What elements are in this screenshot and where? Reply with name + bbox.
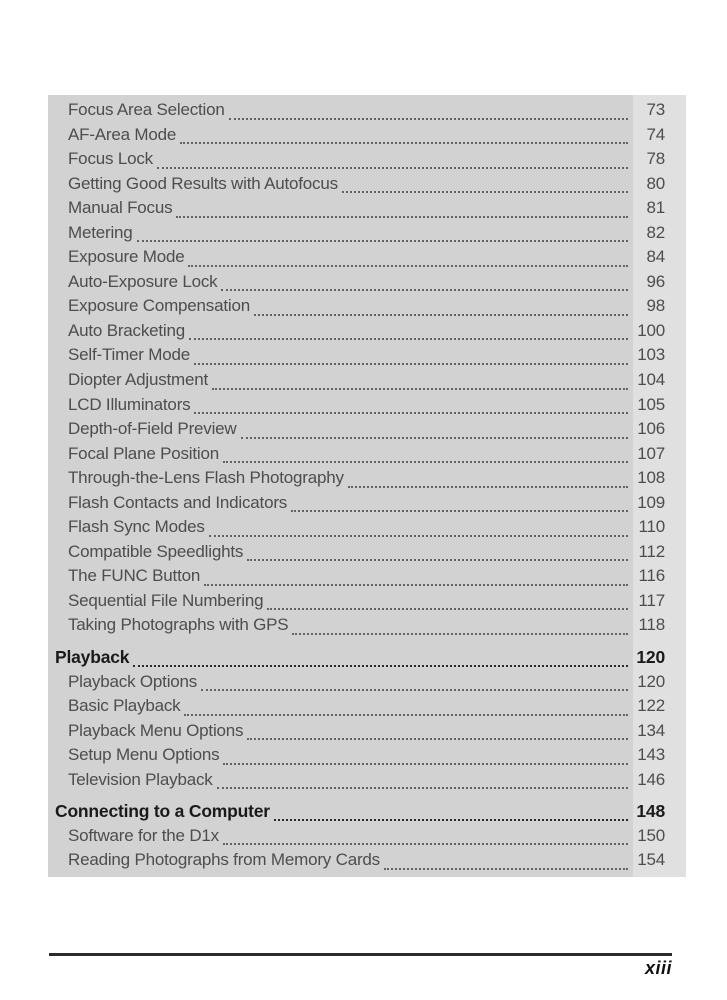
dot-leader	[223, 763, 628, 765]
toc-entry-page: 73	[646, 100, 665, 119]
toc-row	[48, 345, 686, 370]
dot-leader	[189, 338, 628, 340]
dot-leader	[229, 118, 628, 120]
toc-row	[48, 174, 686, 199]
toc-entry-page: 81	[646, 198, 665, 218]
toc-entry-page: 117	[638, 590, 665, 610]
dot-leader	[247, 738, 628, 740]
dot-leader	[223, 461, 628, 463]
toc-row	[48, 198, 686, 223]
toc-entry-label: Depth-of-Field Preview	[68, 419, 237, 439]
toc-entry-page: 109	[637, 492, 665, 512]
toc-entry-page: 110	[638, 517, 665, 537]
dot-leader	[267, 608, 628, 610]
toc-entry-label: AF-Area Mode	[68, 124, 177, 144]
toc-row	[48, 826, 686, 851]
toc-entry-page: 154	[637, 850, 665, 870]
toc-entry-label: Playback Menu Options	[68, 720, 244, 740]
toc-entry-page: 100	[637, 320, 665, 340]
toc-row	[48, 125, 686, 150]
toc-entry-page: 116	[638, 566, 665, 586]
toc-entry-page: 84	[646, 247, 665, 267]
toc-entry-label: LCD Illuminators	[68, 394, 191, 414]
toc-entry-label: Metering	[68, 222, 133, 242]
dot-leader	[184, 714, 628, 716]
toc-entry-label: The FUNC Button	[68, 566, 201, 586]
toc-entry-page: 108	[637, 468, 665, 488]
toc-entry-label: Auto-Exposure Lock	[68, 271, 218, 291]
toc-entry-label: Focus Area Selection	[68, 100, 225, 119]
toc-entry-page: 134	[637, 720, 665, 740]
toc-entry-label: Focus Lock	[68, 149, 153, 169]
toc-row	[48, 566, 686, 591]
dot-leader	[221, 289, 628, 291]
toc-row	[48, 370, 686, 395]
dot-leader	[384, 868, 628, 870]
toc-entry-label: Diopter Adjustment	[68, 370, 209, 390]
toc-entry-page: 143	[637, 745, 665, 765]
toc-list	[48, 100, 686, 875]
toc-row	[48, 321, 686, 346]
toc-row	[48, 149, 686, 174]
toc-row	[48, 517, 686, 542]
toc-entry-label: Software for the D1x	[68, 825, 219, 845]
dot-leader	[217, 787, 628, 789]
toc-entry-label: Focal Plane Position	[68, 443, 219, 463]
dot-leader	[133, 665, 628, 667]
dot-leader	[291, 510, 628, 512]
dot-leader	[274, 819, 628, 821]
toc-row	[48, 468, 686, 493]
toc-row	[48, 100, 686, 125]
toc-panel	[48, 95, 686, 877]
toc-entry-label: Flash Contacts and Indicators	[68, 492, 288, 512]
toc-entry-page: 120	[637, 671, 665, 691]
toc-row	[48, 542, 686, 567]
dot-leader	[180, 142, 628, 144]
toc-entry-label: Exposure Compensation	[68, 296, 250, 316]
toc-entry-page: 146	[637, 769, 665, 789]
dot-leader	[223, 843, 628, 845]
dot-leader	[157, 167, 628, 169]
dot-leader	[348, 486, 628, 488]
toc-row	[48, 223, 686, 248]
toc-row	[48, 721, 686, 746]
toc-entry-label: Sequential File Numbering	[68, 590, 264, 610]
dot-leader	[176, 216, 628, 218]
dot-leader	[212, 388, 628, 390]
toc-entry-page: 74	[646, 124, 665, 144]
folio-page-number: xiii	[644, 958, 672, 978]
toc-entry-page: 120	[636, 647, 665, 668]
footer-rule	[49, 953, 672, 956]
toc-entry-label: Compatible Speedlights	[68, 541, 244, 561]
toc-entry-page: 82	[646, 222, 665, 242]
toc-entry-label: Playback	[55, 647, 130, 668]
toc-entry-label: Setup Menu Options	[68, 745, 220, 765]
toc-entry-page: 105	[637, 394, 665, 414]
toc-row	[48, 247, 686, 272]
toc-entry-label: Reading Photographs from Memory Cards	[68, 850, 380, 870]
dot-leader	[137, 240, 628, 242]
toc-row	[48, 444, 686, 469]
toc-entry-label: Television Playback	[68, 769, 213, 789]
toc-row	[48, 591, 686, 616]
toc-entry-label: Through-the-Lens Flash Photography	[68, 468, 344, 488]
toc-row	[48, 770, 686, 795]
toc-row	[48, 419, 686, 444]
toc-entry-page: 96	[646, 271, 665, 291]
toc-entry-page: 122	[637, 696, 665, 716]
toc-row	[48, 493, 686, 518]
toc-row	[48, 395, 686, 420]
toc-entry-page: 148	[636, 801, 665, 822]
dot-leader	[241, 437, 629, 439]
toc-row	[48, 850, 686, 875]
toc-entry-page: 104	[637, 370, 665, 390]
toc-entry-label: Connecting to a Computer	[55, 801, 270, 822]
toc-entry-page: 78	[646, 149, 665, 169]
toc-entry-label: Taking Photographs with GPS	[68, 615, 289, 635]
dot-leader	[209, 535, 628, 537]
dot-leader	[194, 412, 628, 414]
toc-row	[48, 801, 686, 826]
dot-leader	[194, 363, 628, 365]
toc-entry-label: Self-Timer Mode	[68, 345, 191, 365]
toc-row	[48, 672, 686, 697]
toc-row	[48, 696, 686, 721]
toc-row	[48, 272, 686, 297]
dot-leader	[254, 314, 628, 316]
dot-leader	[247, 559, 628, 561]
toc-row	[48, 647, 686, 672]
toc-row	[48, 745, 686, 770]
toc-row	[48, 296, 686, 321]
toc-entry-label: Auto Bracketing	[68, 320, 186, 340]
dot-leader	[201, 689, 628, 691]
toc-entry-label: Playback Options	[68, 671, 198, 691]
toc-entry-page: 112	[638, 541, 665, 561]
toc-entry-page: 80	[646, 173, 665, 193]
toc-entry-label: Exposure Mode	[68, 247, 185, 267]
toc-entry-page: 150	[637, 825, 665, 845]
toc-entry-page: 107	[637, 443, 665, 463]
toc-entry-page: 118	[638, 615, 665, 635]
dot-leader	[204, 584, 628, 586]
dot-leader	[342, 191, 628, 193]
toc-entry-label: Basic Playback	[68, 696, 181, 716]
toc-entry-label: Flash Sync Modes	[68, 517, 205, 537]
toc-row	[48, 615, 686, 640]
toc-entry-page: 103	[637, 345, 665, 365]
toc-entry-label: Getting Good Results with Autofocus	[68, 173, 338, 193]
toc-entry-page: 106	[637, 419, 665, 439]
toc-entry-label: Manual Focus	[68, 198, 173, 218]
toc-entry-page: 98	[646, 296, 665, 316]
dot-leader	[292, 633, 628, 635]
dot-leader	[188, 265, 628, 267]
